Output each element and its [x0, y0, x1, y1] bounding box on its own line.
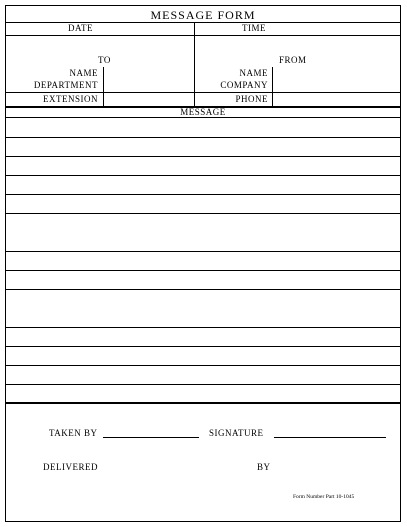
- form-title: MESSAGE FORM: [150, 8, 256, 22]
- from-name-field[interactable]: [273, 67, 399, 79]
- to-department-field[interactable]: [104, 80, 193, 92]
- divider: [6, 22, 400, 23]
- message-line: [6, 175, 400, 176]
- divider: [6, 35, 400, 36]
- divider: [6, 402, 400, 404]
- message-line: [6, 194, 400, 195]
- delivered-label: DELIVERED: [43, 462, 98, 472]
- from-phone-field[interactable]: [273, 93, 399, 106]
- by-label: BY: [257, 462, 271, 472]
- message-line: [6, 213, 400, 214]
- time-label: TIME: [242, 23, 266, 33]
- to-extension-label: EXTENSION: [43, 94, 98, 104]
- signature-field[interactable]: [274, 437, 386, 438]
- from-company-field[interactable]: [273, 80, 399, 92]
- message-area[interactable]: [6, 118, 400, 402]
- message-line: [6, 251, 400, 252]
- message-line: [6, 137, 400, 138]
- signature-label: SIGNATURE: [209, 428, 264, 438]
- message-line: [6, 384, 400, 385]
- message-line: [6, 365, 400, 366]
- to-name-label: NAME: [69, 68, 98, 78]
- date-label: DATE: [68, 23, 93, 33]
- message-label: MESSAGE: [180, 107, 226, 117]
- to-department-label: DEPARTMENT: [33, 80, 98, 90]
- taken-by-label: TAKEN BY: [49, 428, 98, 438]
- from-company-label: COMPANY: [220, 80, 268, 90]
- form-number: Form Number Part 10-1045: [293, 494, 355, 500]
- message-form: [5, 5, 401, 522]
- divider: [6, 92, 400, 93]
- from-phone-label: PHONE: [235, 94, 268, 104]
- from-label: FROM: [279, 55, 307, 65]
- message-line: [6, 156, 400, 157]
- from-name-label: NAME: [239, 68, 268, 78]
- to-name-field[interactable]: [104, 67, 193, 79]
- to-label: TO: [98, 55, 111, 65]
- to-extension-field[interactable]: [104, 93, 193, 106]
- message-line: [6, 327, 400, 328]
- message-line: [6, 270, 400, 271]
- taken-by-field[interactable]: [103, 437, 199, 438]
- message-line: [6, 346, 400, 347]
- message-line: [6, 289, 400, 290]
